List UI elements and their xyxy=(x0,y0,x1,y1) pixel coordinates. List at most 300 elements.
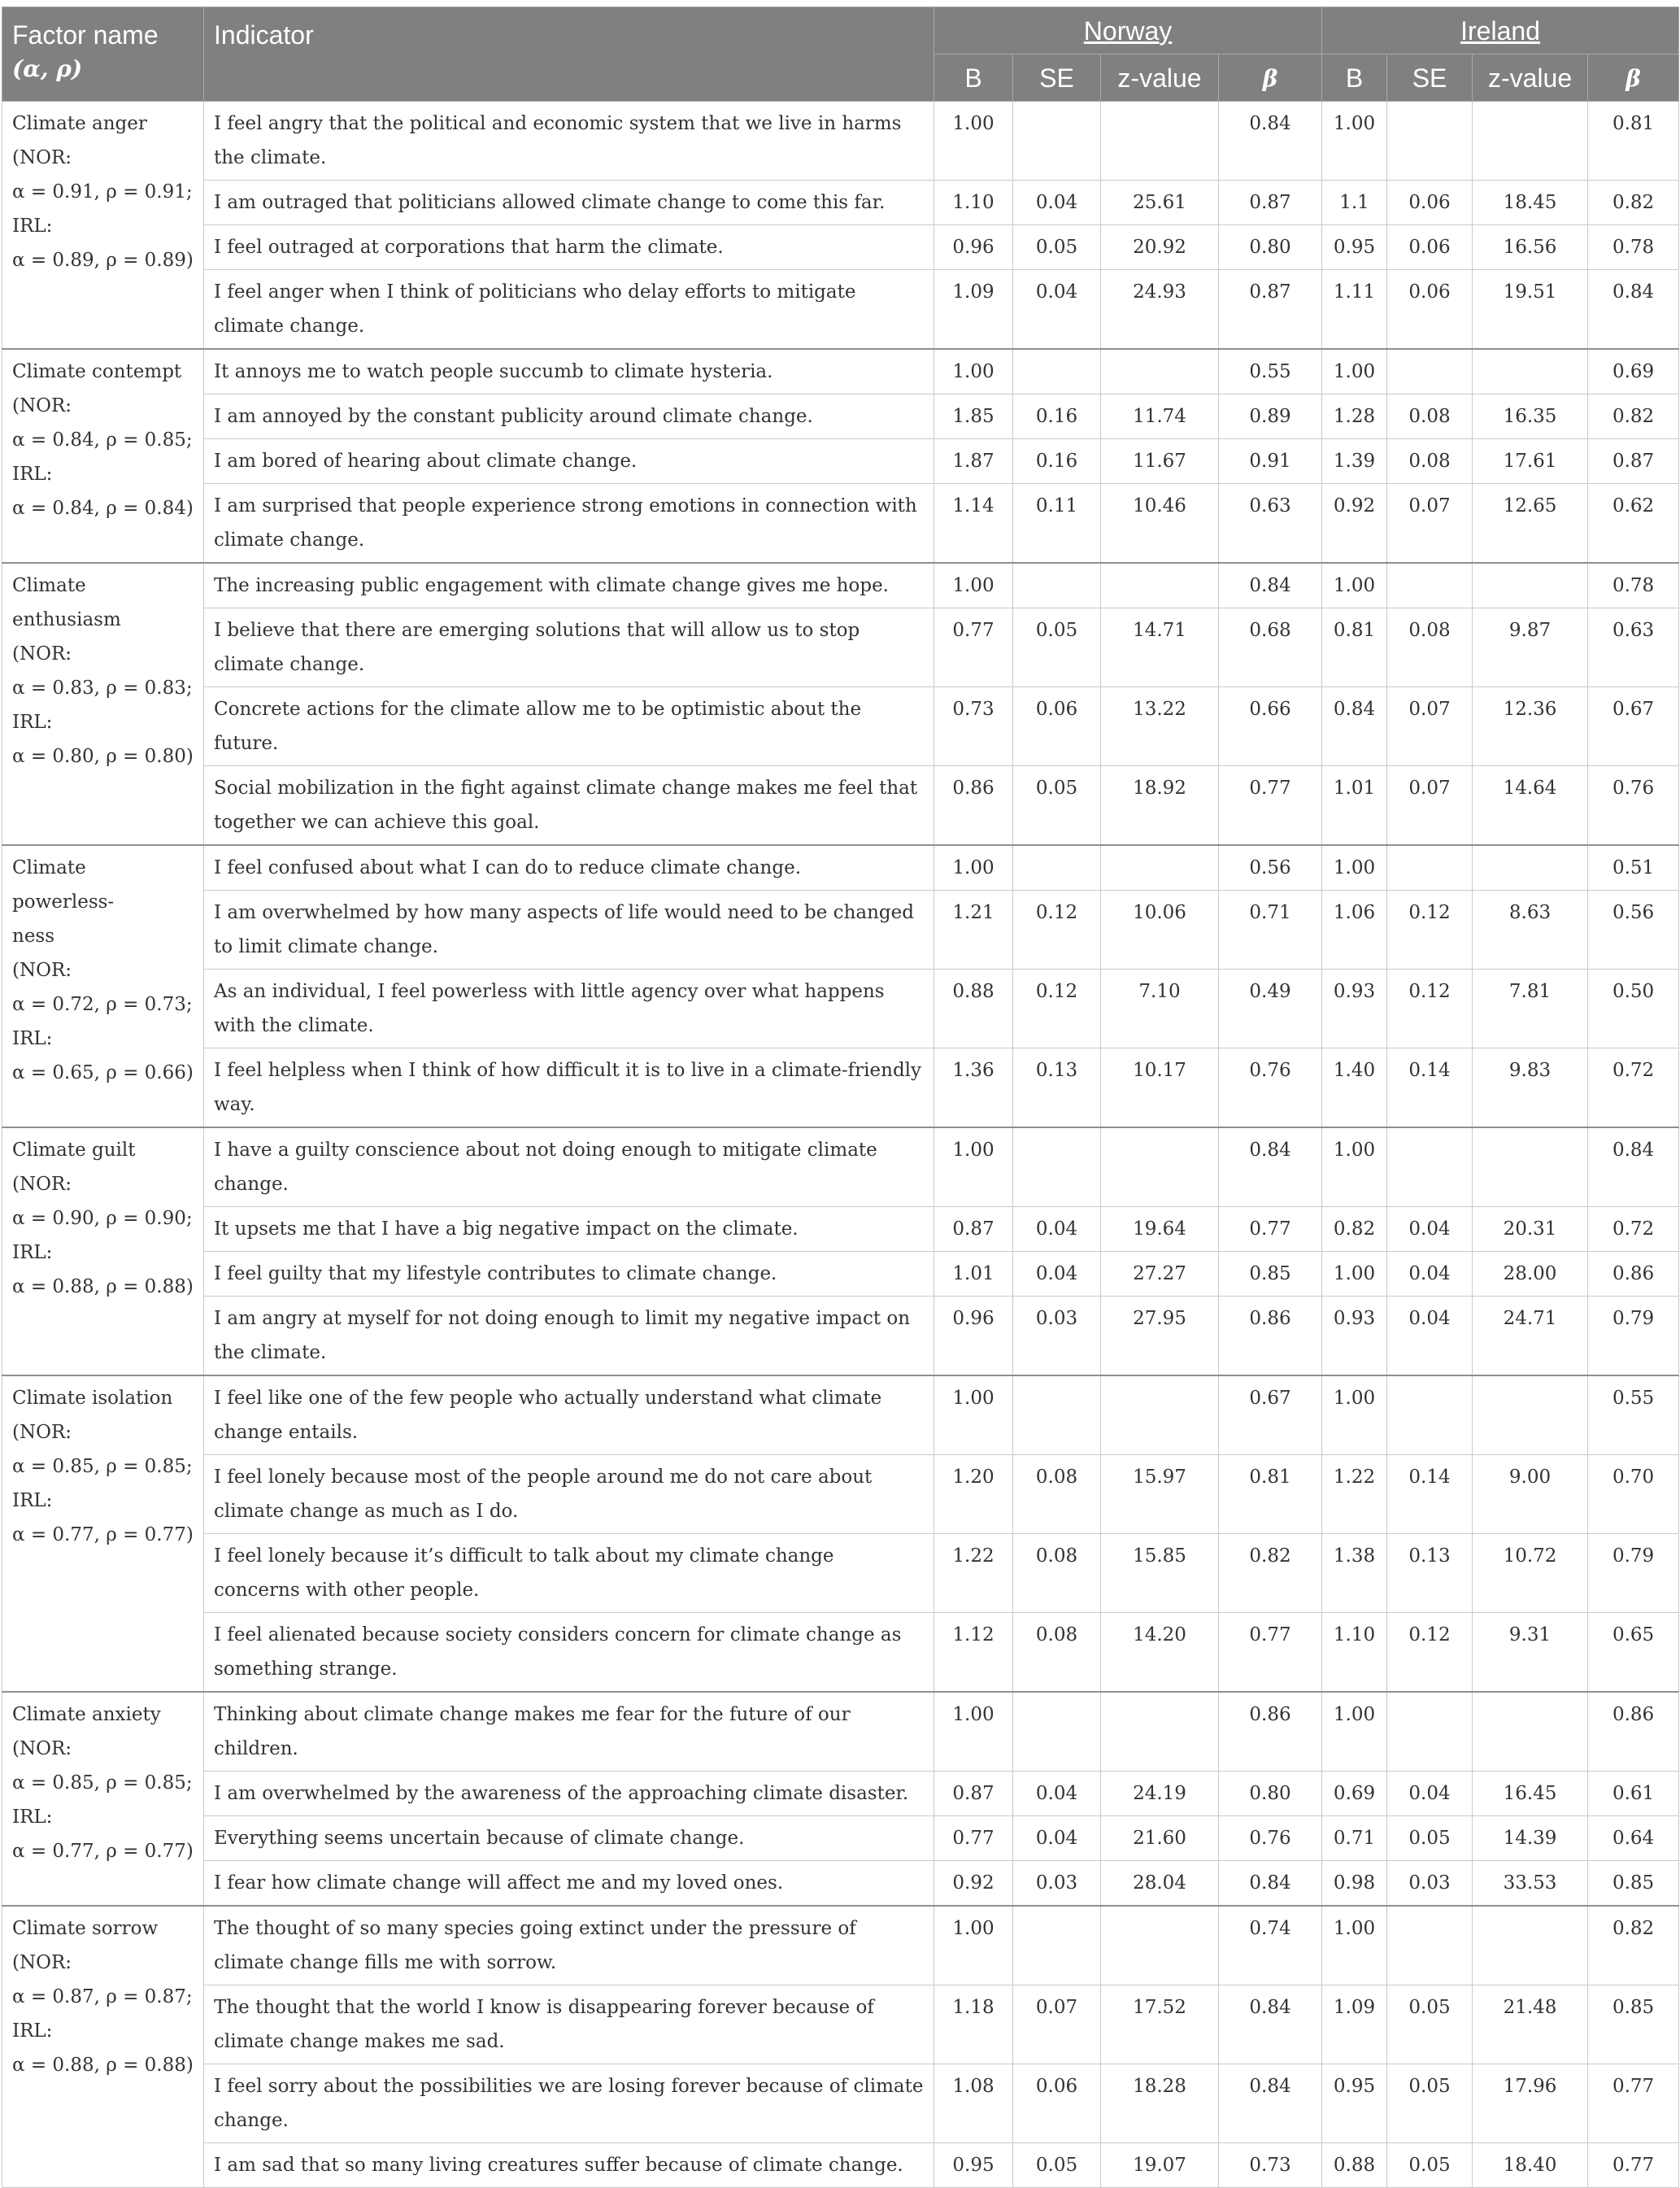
irl-beta-cell: 0.51 xyxy=(1588,845,1679,891)
irl-z-value-cell xyxy=(1473,349,1588,394)
factor-name-cell xyxy=(2,563,204,845)
nor-beta-cell: 0.84 xyxy=(1219,102,1322,181)
irl-beta-cell: 0.86 xyxy=(1588,1692,1679,1772)
irl-z-value-cell: 33.53 xyxy=(1473,1861,1588,1907)
nor-b-cell: 1.14 xyxy=(934,484,1013,564)
irl-z-value-cell: 20.31 xyxy=(1473,1207,1588,1252)
nor-z-value-cell xyxy=(1101,1906,1219,1985)
table-row xyxy=(2,1455,1679,1534)
factor-name-line: α = 0.84, ρ = 0.85; IRL: xyxy=(12,429,193,485)
irl-b-cell: 1.00 xyxy=(1322,1906,1387,1985)
factor-name-line: (NOR: xyxy=(12,1422,72,1443)
indicator-cell: I believe that there are emerging solutions that will allow us to stop climate change. xyxy=(204,608,934,687)
irl-b-cell: 1.10 xyxy=(1322,1613,1387,1693)
indicator-cell: It annoys me to watch people succumb to climate hysteria. xyxy=(204,349,934,394)
nor-se-cell xyxy=(1013,1375,1101,1455)
nor-se-cell: 0.04 xyxy=(1013,1252,1101,1297)
irl-beta-cell: 0.63 xyxy=(1588,608,1679,687)
irl-beta-cell: 0.84 xyxy=(1588,270,1679,350)
irl-beta-cell: 0.65 xyxy=(1588,1613,1679,1693)
indicator-cell: I feel lonely because it’s difficult to talk about my climate change concerns with other people. xyxy=(204,1534,934,1613)
factor-name-line: Climate anxiety xyxy=(12,1704,161,1725)
nor-z-value-cell: 24.93 xyxy=(1101,270,1219,350)
irl-se-cell: 0.04 xyxy=(1387,1207,1473,1252)
irl-b-cell: 1.00 xyxy=(1322,1252,1387,1297)
table-row xyxy=(2,102,1679,181)
nor-z-value-cell: 10.17 xyxy=(1101,1048,1219,1128)
irl-z-value-cell: 17.96 xyxy=(1473,2064,1588,2143)
indicator-cell: The thought that the world I know is disappearing forever because of climate change makes me sad. xyxy=(204,1985,934,2064)
nor-se-cell: 0.03 xyxy=(1013,1297,1101,1376)
irl-z-value-cell xyxy=(1473,102,1588,181)
indicator-cell: I feel guilty that my lifestyle contributes to climate change. xyxy=(204,1252,934,1297)
factor-name-line: α = 0.65, ρ = 0.66) xyxy=(12,1062,194,1083)
irl-b-cell: 1.06 xyxy=(1322,891,1387,970)
indicator-cell: I am overwhelmed by the awareness of the approaching climate disaster. xyxy=(204,1772,934,1816)
indicator-cell: I feel anger when I think of politicians who delay efforts to mitigate climate change. xyxy=(204,270,934,350)
irl-z-value-cell: 9.87 xyxy=(1473,608,1588,687)
irl-se-cell: 0.07 xyxy=(1387,766,1473,846)
factor-name-line: α = 0.87, ρ = 0.87; IRL: xyxy=(12,1986,193,2042)
nor-beta-cell: 0.71 xyxy=(1219,891,1322,970)
table-row xyxy=(2,225,1679,270)
irl-se-cell: 0.12 xyxy=(1387,1613,1473,1693)
irl-beta-cell: 0.62 xyxy=(1588,484,1679,564)
irl-z-value-cell: 12.65 xyxy=(1473,484,1588,564)
factor-name-line: α = 0.91, ρ = 0.91; IRL: xyxy=(12,181,193,237)
factor-name-line: α = 0.77, ρ = 0.77) xyxy=(12,1841,194,1862)
nor-b-cell: 0.96 xyxy=(934,225,1013,270)
factor-name-line: α = 0.84, ρ = 0.84) xyxy=(12,498,194,519)
irl-se-cell: 0.04 xyxy=(1387,1772,1473,1816)
table-row xyxy=(2,1207,1679,1252)
factor-name-line: Climate contempt xyxy=(12,361,182,382)
table-row xyxy=(2,1613,1679,1693)
nor-beta-cell: 0.76 xyxy=(1219,1816,1322,1861)
header-indicator: Indicator xyxy=(204,7,934,102)
nor-b-cell: 0.87 xyxy=(934,1772,1013,1816)
nor-beta-cell: 0.89 xyxy=(1219,394,1322,439)
irl-b-cell: 1.00 xyxy=(1322,1692,1387,1772)
nor-b-cell: 0.96 xyxy=(934,1297,1013,1376)
irl-b-cell: 0.81 xyxy=(1322,608,1387,687)
factor-loadings-table xyxy=(2,7,1679,2188)
nor-b-cell: 1.00 xyxy=(934,1906,1013,1985)
nor-se-cell: 0.05 xyxy=(1013,225,1101,270)
nor-se-cell: 0.05 xyxy=(1013,766,1101,846)
indicator-cell: Thinking about climate change makes me fear for the future of our children. xyxy=(204,1692,934,1772)
nor-z-value-cell xyxy=(1101,1375,1219,1455)
irl-se-cell: 0.08 xyxy=(1387,439,1473,484)
nor-z-value-cell: 10.46 xyxy=(1101,484,1219,564)
indicator-cell: I feel sorry about the possibilities we are losing forever because of climate change. xyxy=(204,2064,934,2143)
irl-z-value-cell: 28.00 xyxy=(1473,1252,1588,1297)
irl-beta-cell: 0.50 xyxy=(1588,970,1679,1048)
factor-name-line: (NOR: xyxy=(12,1952,72,1973)
nor-se-cell: 0.04 xyxy=(1013,1772,1101,1816)
header-nor-se: SE xyxy=(1013,54,1101,102)
irl-se-cell xyxy=(1387,1375,1473,1455)
factor-name-line: α = 0.85, ρ = 0.85; IRL: xyxy=(12,1456,193,1511)
nor-se-cell: 0.03 xyxy=(1013,1861,1101,1907)
nor-se-cell: 0.08 xyxy=(1013,1455,1101,1534)
nor-se-cell: 0.13 xyxy=(1013,1048,1101,1128)
nor-beta-cell: 0.84 xyxy=(1219,2064,1322,2143)
irl-z-value-cell: 7.81 xyxy=(1473,970,1588,1048)
header-factor-label: Factor name xyxy=(12,20,159,50)
irl-b-cell: 1.38 xyxy=(1322,1534,1387,1613)
table-row xyxy=(2,608,1679,687)
irl-beta-cell: 0.87 xyxy=(1588,439,1679,484)
irl-beta-cell: 0.72 xyxy=(1588,1207,1679,1252)
nor-se-cell: 0.04 xyxy=(1013,270,1101,350)
irl-b-cell: 0.95 xyxy=(1322,225,1387,270)
factor-name-cell xyxy=(2,349,204,563)
irl-b-cell: 1.40 xyxy=(1322,1048,1387,1128)
nor-b-cell: 0.92 xyxy=(934,1861,1013,1907)
irl-se-cell: 0.05 xyxy=(1387,2143,1473,2188)
irl-se-cell: 0.05 xyxy=(1387,1985,1473,2064)
irl-se-cell: 0.14 xyxy=(1387,1048,1473,1128)
nor-z-value-cell xyxy=(1101,1692,1219,1772)
header-irl-se: SE xyxy=(1387,54,1473,102)
irl-z-value-cell: 14.64 xyxy=(1473,766,1588,846)
factor-name-line: Climate sorrow xyxy=(12,1918,159,1939)
indicator-cell: Concrete actions for the climate allow me to be optimistic about the future. xyxy=(204,687,934,766)
irl-b-cell: 0.98 xyxy=(1322,1861,1387,1907)
nor-beta-cell: 0.84 xyxy=(1219,563,1322,608)
irl-beta-cell: 0.86 xyxy=(1588,1252,1679,1297)
nor-se-cell: 0.12 xyxy=(1013,891,1101,970)
table-header xyxy=(2,7,1679,102)
irl-beta-cell: 0.79 xyxy=(1588,1297,1679,1376)
factor-name-line: α = 0.88, ρ = 0.88) xyxy=(12,2055,194,2076)
irl-beta-cell: 0.85 xyxy=(1588,1985,1679,2064)
irl-beta-cell: 0.67 xyxy=(1588,687,1679,766)
irl-beta-cell: 0.55 xyxy=(1588,1375,1679,1455)
table-row xyxy=(2,1816,1679,1861)
irl-beta-cell: 0.70 xyxy=(1588,1455,1679,1534)
header-nor-z-label: z-value xyxy=(1117,63,1202,93)
nor-b-cell: 1.00 xyxy=(934,563,1013,608)
nor-se-cell xyxy=(1013,1127,1101,1207)
table-row xyxy=(2,181,1679,225)
nor-b-cell: 1.21 xyxy=(934,891,1013,970)
nor-beta-cell: 0.77 xyxy=(1219,1207,1322,1252)
factor-name-line: Climate enthusiasm xyxy=(12,575,121,630)
table-row xyxy=(2,1985,1679,2064)
table-row xyxy=(2,1772,1679,1816)
nor-beta-cell: 0.80 xyxy=(1219,225,1322,270)
nor-b-cell: 0.77 xyxy=(934,608,1013,687)
nor-se-cell: 0.05 xyxy=(1013,608,1101,687)
nor-z-value-cell: 11.74 xyxy=(1101,394,1219,439)
nor-beta-cell: 0.87 xyxy=(1219,270,1322,350)
table-row xyxy=(2,1297,1679,1376)
factor-name-cell xyxy=(2,1375,204,1692)
nor-z-value-cell: 13.22 xyxy=(1101,687,1219,766)
irl-beta-cell: 0.61 xyxy=(1588,1772,1679,1816)
irl-b-cell: 1.00 xyxy=(1322,845,1387,891)
factor-name-line: Climate guilt xyxy=(12,1140,136,1161)
factor-name-line: α = 0.90, ρ = 0.90; IRL: xyxy=(12,1208,193,1263)
indicator-cell: I have a guilty conscience about not doing enough to mitigate climate change. xyxy=(204,1127,934,1207)
nor-beta-cell: 0.63 xyxy=(1219,484,1322,564)
irl-se-cell: 0.06 xyxy=(1387,270,1473,350)
factor-name-line: α = 0.85, ρ = 0.85; IRL: xyxy=(12,1772,193,1828)
irl-z-value-cell: 18.40 xyxy=(1473,2143,1588,2188)
nor-z-value-cell: 14.20 xyxy=(1101,1613,1219,1693)
nor-z-value-cell: 10.06 xyxy=(1101,891,1219,970)
table-row xyxy=(2,2143,1679,2188)
nor-z-value-cell: 25.61 xyxy=(1101,181,1219,225)
indicator-cell: I feel alienated because society considers concern for climate change as something strange. xyxy=(204,1613,934,1693)
irl-z-value-cell: 9.00 xyxy=(1473,1455,1588,1534)
irl-z-value-cell: 16.56 xyxy=(1473,225,1588,270)
table-row xyxy=(2,1534,1679,1613)
irl-z-value-cell: 19.51 xyxy=(1473,270,1588,350)
table-row xyxy=(2,766,1679,846)
factor-name-line: Climate anger xyxy=(12,113,147,134)
factor-name-line: (NOR: xyxy=(12,1174,72,1195)
nor-se-cell: 0.04 xyxy=(1013,1207,1101,1252)
nor-z-value-cell xyxy=(1101,349,1219,394)
irl-se-cell xyxy=(1387,1127,1473,1207)
irl-beta-cell: 0.77 xyxy=(1588,2064,1679,2143)
nor-beta-cell: 0.84 xyxy=(1219,1861,1322,1907)
nor-beta-cell: 0.82 xyxy=(1219,1534,1322,1613)
table-row xyxy=(2,1375,1679,1455)
indicator-cell: I feel helpless when I think of how difficult it is to live in a climate-friendly way. xyxy=(204,1048,934,1128)
irl-se-cell: 0.13 xyxy=(1387,1534,1473,1613)
nor-beta-cell: 0.80 xyxy=(1219,1772,1322,1816)
irl-b-cell: 1.39 xyxy=(1322,439,1387,484)
nor-b-cell: 1.85 xyxy=(934,394,1013,439)
irl-b-cell: 1.00 xyxy=(1322,102,1387,181)
indicator-cell: I feel lonely because most of the people around me do not care about climate change as much as I do. xyxy=(204,1455,934,1534)
header-nor-beta xyxy=(1219,54,1322,102)
factor-name-line: α = 0.72, ρ = 0.73; IRL: xyxy=(12,994,193,1049)
irl-b-cell: 1.00 xyxy=(1322,563,1387,608)
indicator-cell: I am bored of hearing about climate change. xyxy=(204,439,934,484)
nor-se-cell: 0.16 xyxy=(1013,394,1101,439)
table-row xyxy=(2,845,1679,891)
nor-se-cell: 0.08 xyxy=(1013,1613,1101,1693)
indicator-cell: I fear how climate change will affect me and my loved ones. xyxy=(204,1861,934,1907)
nor-b-cell: 1.10 xyxy=(934,181,1013,225)
header-nor-beta-label: β xyxy=(1262,64,1278,92)
table-row xyxy=(2,687,1679,766)
nor-z-value-cell: 14.71 xyxy=(1101,608,1219,687)
indicator-cell: As an individual, I feel powerless with little agency over what happens with the climate. xyxy=(204,970,934,1048)
nor-b-cell: 1.00 xyxy=(934,349,1013,394)
irl-z-value-cell xyxy=(1473,1375,1588,1455)
table-container xyxy=(2,7,1678,2188)
irl-beta-cell: 0.56 xyxy=(1588,891,1679,970)
factor-name-line: (NOR: xyxy=(12,960,72,981)
irl-z-value-cell xyxy=(1473,1906,1588,1985)
header-country-ireland-label: Ireland xyxy=(1460,15,1540,46)
nor-z-value-cell: 7.10 xyxy=(1101,970,1219,1048)
nor-b-cell: 1.18 xyxy=(934,1985,1013,2064)
nor-z-value-cell: 15.97 xyxy=(1101,1455,1219,1534)
nor-beta-cell: 0.55 xyxy=(1219,349,1322,394)
irl-se-cell xyxy=(1387,563,1473,608)
irl-b-cell: 0.84 xyxy=(1322,687,1387,766)
nor-beta-cell: 0.56 xyxy=(1219,845,1322,891)
factor-name-line: Climate isolation xyxy=(12,1388,173,1409)
irl-beta-cell: 0.72 xyxy=(1588,1048,1679,1128)
nor-se-cell: 0.06 xyxy=(1013,2064,1101,2143)
nor-beta-cell: 0.81 xyxy=(1219,1455,1322,1534)
table-row xyxy=(2,891,1679,970)
nor-z-value-cell: 19.07 xyxy=(1101,2143,1219,2188)
nor-beta-cell: 0.86 xyxy=(1219,1297,1322,1376)
irl-z-value-cell: 18.45 xyxy=(1473,181,1588,225)
irl-b-cell: 0.92 xyxy=(1322,484,1387,564)
irl-se-cell: 0.14 xyxy=(1387,1455,1473,1534)
factor-name-line: (NOR: xyxy=(12,147,72,168)
nor-b-cell: 1.87 xyxy=(934,439,1013,484)
nor-z-value-cell: 27.95 xyxy=(1101,1297,1219,1376)
irl-b-cell: 0.93 xyxy=(1322,1297,1387,1376)
nor-se-cell xyxy=(1013,349,1101,394)
header-country-norway-label: Norway xyxy=(1083,15,1173,46)
nor-beta-cell: 0.67 xyxy=(1219,1375,1322,1455)
irl-b-cell: 1.22 xyxy=(1322,1455,1387,1534)
nor-se-cell xyxy=(1013,845,1101,891)
nor-b-cell: 1.01 xyxy=(934,1252,1013,1297)
nor-b-cell: 1.08 xyxy=(934,2064,1013,2143)
irl-se-cell xyxy=(1387,1906,1473,1985)
irl-b-cell: 0.93 xyxy=(1322,970,1387,1048)
nor-beta-cell: 0.66 xyxy=(1219,687,1322,766)
irl-z-value-cell xyxy=(1473,1692,1588,1772)
irl-beta-cell: 0.82 xyxy=(1588,394,1679,439)
nor-beta-cell: 0.87 xyxy=(1219,181,1322,225)
irl-z-value-cell: 17.61 xyxy=(1473,439,1588,484)
irl-z-value-cell: 9.83 xyxy=(1473,1048,1588,1128)
nor-b-cell: 0.88 xyxy=(934,970,1013,1048)
header-nor-z xyxy=(1101,54,1219,102)
nor-b-cell: 0.86 xyxy=(934,766,1013,846)
table-row xyxy=(2,394,1679,439)
nor-se-cell xyxy=(1013,102,1101,181)
table-row xyxy=(2,1861,1679,1907)
nor-se-cell: 0.11 xyxy=(1013,484,1101,564)
irl-beta-cell: 0.85 xyxy=(1588,1861,1679,1907)
nor-z-value-cell xyxy=(1101,1127,1219,1207)
nor-z-value-cell: 18.28 xyxy=(1101,2064,1219,2143)
nor-b-cell: 1.00 xyxy=(934,1375,1013,1455)
nor-z-value-cell: 20.92 xyxy=(1101,225,1219,270)
irl-z-value-cell: 21.48 xyxy=(1473,1985,1588,2064)
nor-z-value-cell: 21.60 xyxy=(1101,1816,1219,1861)
irl-beta-cell: 0.69 xyxy=(1588,349,1679,394)
nor-b-cell: 0.87 xyxy=(934,1207,1013,1252)
nor-z-value-cell: 18.92 xyxy=(1101,766,1219,846)
nor-b-cell: 1.00 xyxy=(934,102,1013,181)
irl-se-cell: 0.07 xyxy=(1387,687,1473,766)
irl-b-cell: 1.11 xyxy=(1322,270,1387,350)
header-irl-z-label: z-value xyxy=(1487,63,1573,93)
factor-name-line: α = 0.88, ρ = 0.88) xyxy=(12,1276,194,1297)
nor-beta-cell: 0.77 xyxy=(1219,766,1322,846)
nor-z-value-cell: 17.52 xyxy=(1101,1985,1219,2064)
nor-beta-cell: 0.91 xyxy=(1219,439,1322,484)
nor-beta-cell: 0.84 xyxy=(1219,1985,1322,2064)
indicator-cell: I am overwhelmed by how many aspects of life would need to be changed to limit climate change. xyxy=(204,891,934,970)
table-row xyxy=(2,1127,1679,1207)
nor-beta-cell: 0.85 xyxy=(1219,1252,1322,1297)
factor-name-line: Climate powerless- xyxy=(12,857,115,913)
factor-name-line: α = 0.80, ρ = 0.80) xyxy=(12,746,194,767)
nor-b-cell: 1.22 xyxy=(934,1534,1013,1613)
irl-beta-cell: 0.77 xyxy=(1588,2143,1679,2188)
irl-beta-cell: 0.78 xyxy=(1588,563,1679,608)
factor-name-cell xyxy=(2,102,204,350)
header-country-norway xyxy=(934,7,1322,54)
factor-name-line: (NOR: xyxy=(12,1738,72,1759)
indicator-cell: I feel angry that the political and economic system that we live in harms the climate. xyxy=(204,102,934,181)
indicator-cell: The thought of so many species going extinct under the pressure of climate change fills me with sorrow. xyxy=(204,1906,934,1985)
irl-b-cell: 0.95 xyxy=(1322,2064,1387,2143)
irl-se-cell: 0.04 xyxy=(1387,1297,1473,1376)
header-nor-b: B xyxy=(934,54,1013,102)
irl-se-cell: 0.03 xyxy=(1387,1861,1473,1907)
irl-z-value-cell: 14.39 xyxy=(1473,1816,1588,1861)
nor-z-value-cell: 24.19 xyxy=(1101,1772,1219,1816)
irl-b-cell: 1.00 xyxy=(1322,349,1387,394)
nor-z-value-cell: 11.67 xyxy=(1101,439,1219,484)
irl-b-cell: 0.82 xyxy=(1322,1207,1387,1252)
nor-beta-cell: 0.74 xyxy=(1219,1906,1322,1985)
nor-se-cell: 0.05 xyxy=(1013,2143,1101,2188)
table-body xyxy=(2,102,1679,2188)
irl-z-value-cell xyxy=(1473,845,1588,891)
irl-b-cell: 0.71 xyxy=(1322,1816,1387,1861)
indicator-cell: I feel outraged at corporations that harm the climate. xyxy=(204,225,934,270)
irl-z-value-cell: 16.35 xyxy=(1473,394,1588,439)
nor-b-cell: 0.73 xyxy=(934,687,1013,766)
table-row xyxy=(2,2064,1679,2143)
table-row xyxy=(2,563,1679,608)
nor-se-cell: 0.07 xyxy=(1013,1985,1101,2064)
nor-z-value-cell xyxy=(1101,845,1219,891)
irl-b-cell: 1.28 xyxy=(1322,394,1387,439)
nor-beta-cell: 0.73 xyxy=(1219,2143,1322,2188)
table-row xyxy=(2,1048,1679,1128)
nor-b-cell: 1.00 xyxy=(934,845,1013,891)
nor-z-value-cell: 28.04 xyxy=(1101,1861,1219,1907)
nor-se-cell: 0.08 xyxy=(1013,1534,1101,1613)
indicator-cell: Social mobilization in the fight against climate change makes me feel that together we can achieve this goal. xyxy=(204,766,934,846)
indicator-cell: It upsets me that I have a big negative impact on the climate. xyxy=(204,1207,934,1252)
irl-se-cell: 0.08 xyxy=(1387,608,1473,687)
nor-beta-cell: 0.77 xyxy=(1219,1613,1322,1693)
irl-beta-cell: 0.78 xyxy=(1588,225,1679,270)
nor-b-cell: 1.20 xyxy=(934,1455,1013,1534)
irl-se-cell: 0.12 xyxy=(1387,970,1473,1048)
irl-beta-cell: 0.84 xyxy=(1588,1127,1679,1207)
irl-se-cell xyxy=(1387,349,1473,394)
factor-name-cell xyxy=(2,1906,204,2188)
header-irl-z xyxy=(1473,54,1588,102)
irl-z-value-cell: 24.71 xyxy=(1473,1297,1588,1376)
nor-se-cell: 0.12 xyxy=(1013,970,1101,1048)
nor-se-cell: 0.04 xyxy=(1013,1816,1101,1861)
header-irl-b: B xyxy=(1322,54,1387,102)
